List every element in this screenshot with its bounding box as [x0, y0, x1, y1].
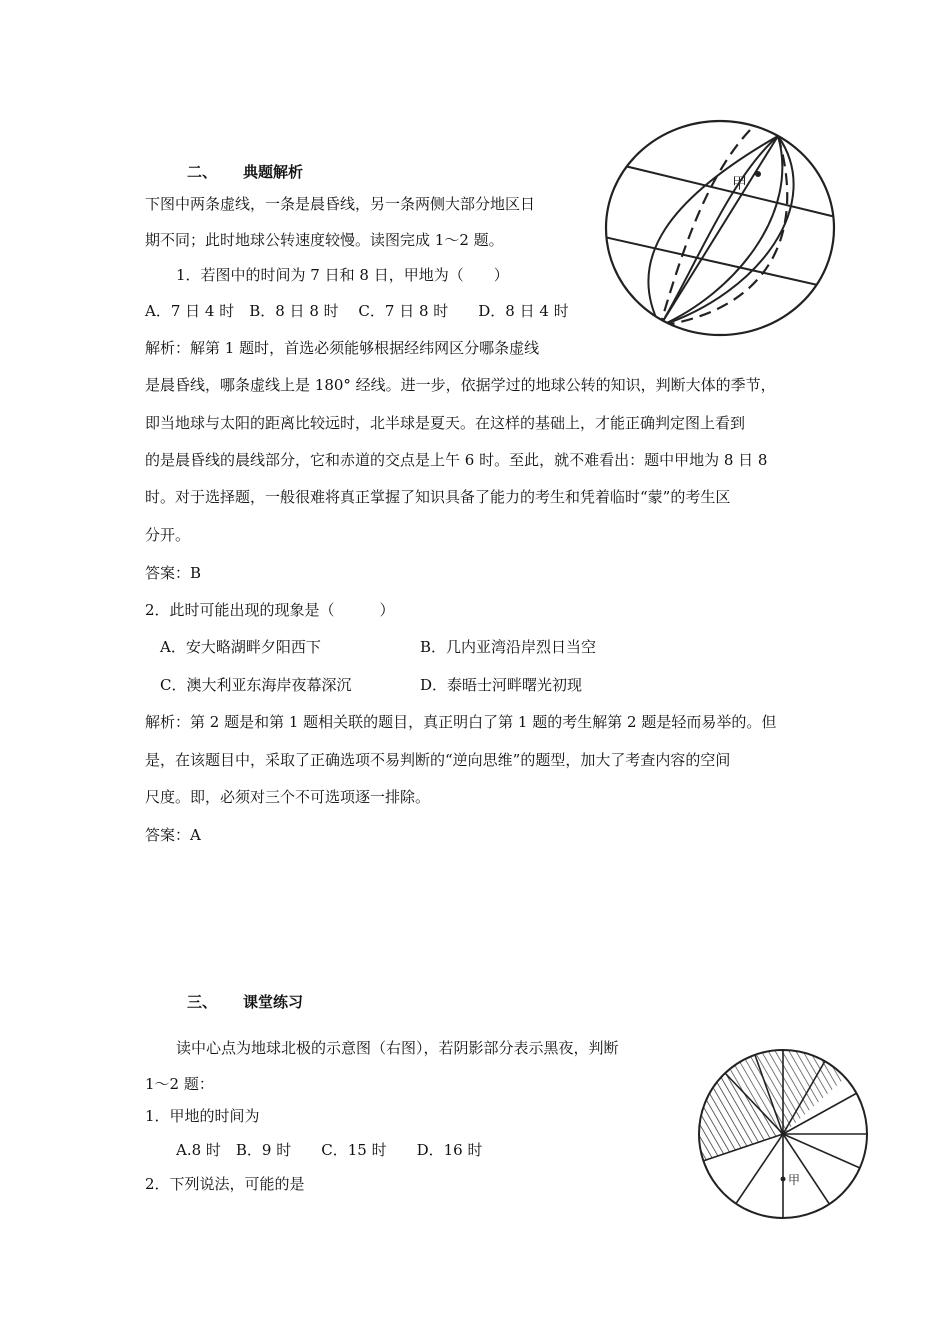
section-3-heading	[187, 992, 303, 1012]
analysis-1-line: 即当地球与太阳的距离比较远时，北半球是夏天。在这样的基础上，才能正确判定图上看到	[145, 414, 746, 432]
question-1: 1．若图中的时间为 7 日和 8 日，甲地为（ ）	[176, 266, 509, 284]
meridian-line	[660, 136, 794, 326]
question-1-options: A．7 日 4 时 B．8 日 8 时 C．7 日 8 时 D．8 日 4 时	[145, 302, 569, 320]
question-2-option-d: D．泰晤士河畔曙光初现	[420, 676, 583, 694]
point-jia-label: 甲	[732, 174, 748, 192]
exercise-question-2: 2．下列说法，可能的是	[145, 1175, 305, 1193]
section-2-heading	[187, 162, 303, 182]
exercise-question-1: 1．甲地的时间为	[145, 1107, 260, 1125]
point-jia-dot	[781, 1177, 786, 1182]
globe-figure	[600, 118, 840, 342]
analysis-1-line: 的是晨昏线的晨线部分，它和赤道的交点是上午 6 时。至此，就不难看出：题中甲地为 8 日 8	[145, 451, 768, 469]
section-3-intro-line-1: 读中心点为地球北极的示意图（右图），若阴影部分表示黑夜，判断	[176, 1039, 619, 1057]
section-3-intro-line-2: 1～2 题：	[145, 1075, 214, 1093]
analysis-1-line: 分开。	[145, 526, 191, 544]
analysis-1-line: 是晨昏线，哪条虚线上是 180° 经线。进一步，依据学过的地球公转的知识，判断大体的季节，	[145, 376, 776, 394]
section-3-title: 课堂练习	[243, 993, 304, 1011]
point-jia-dot	[755, 171, 761, 177]
section-2-intro-line-2: 期不同；此时地球公转速度较慢。读图完成 1～2 题。	[145, 231, 504, 249]
question-2: 2．此时可能出现的现象是（ ）	[145, 601, 395, 619]
section-2-number: 二、	[187, 163, 218, 181]
analysis-1-line: 解析：解第 1 题时，首选必须能够根据经纬网区分哪条虚线	[145, 339, 540, 357]
answer-1: 答案：B	[145, 564, 202, 582]
analysis-2-line: 解析：第 2 题是和第 1 题相关联的题目，真正明白了第 1 题的考生解第 2 题是轻而易举的。但	[145, 713, 777, 731]
question-2-option-a: A．安大略湖畔夕阳西下	[160, 638, 321, 656]
section-2-title: 典题解析	[243, 163, 304, 181]
answer-2: 答案：A	[145, 826, 201, 844]
latitude-line	[600, 160, 840, 218]
north-pole-figure	[695, 1045, 873, 1225]
analysis-2-line: 尺度。即，必须对三个不可选项逐一排除。	[145, 788, 431, 806]
analysis-1-line: 时。对于选择题，一般很难将真正掌握了知识具备了能力的考生和凭着临时“蒙”的考生区	[145, 488, 731, 506]
section-3-number: 三、	[187, 993, 218, 1011]
question-2-option-c: C．澳大利亚东海岸夜幕深沉	[160, 676, 352, 694]
latitude-line	[600, 318, 840, 342]
analysis-2-line: 是，在该题目中，采取了正确选项不易判断的“逆向思维”的题型，加大了考查内容的空间	[145, 751, 731, 769]
meridian-line	[648, 136, 778, 326]
point-jia-label: 甲	[788, 1173, 801, 1187]
section-2-intro-line-1: 下图中两条虚线，一条是晨昏线，另一条两侧大部分地区日	[145, 195, 536, 213]
exercise-question-1-options: A.8 时 B．9 时 C．15 时 D．16 时	[176, 1141, 483, 1159]
latitude-line	[600, 236, 840, 290]
question-2-option-b: B．几内亚湾沿岸烈日当空	[420, 638, 597, 656]
